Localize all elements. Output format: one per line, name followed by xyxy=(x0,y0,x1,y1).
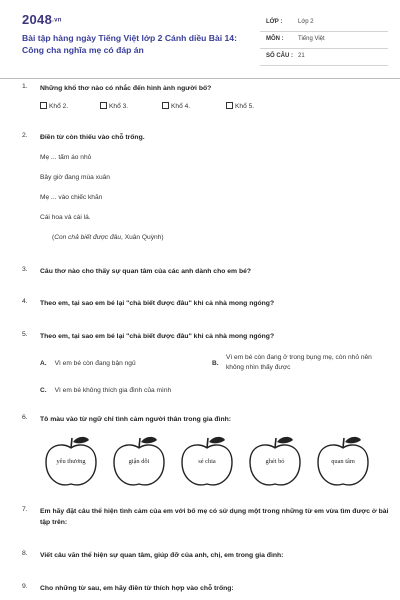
apple-word-row xyxy=(42,434,372,490)
answer-b-text[interactable]: Vì em bé còn đang ở trong bụng mẹ, còn nhỏ nên không nhìn thấy được xyxy=(226,354,372,371)
poem-source: (Con chả biết được đâu, Xuân Quỳnh) xyxy=(52,234,164,241)
meta-row-count xyxy=(260,49,388,66)
poem-line: Mẹ ... tấm áo nhỏ xyxy=(40,154,92,161)
option-khổ-3[interactable]: Khổ 3. xyxy=(100,102,128,110)
answer-a[interactable]: A. Vì em bé còn đang bận ngủ xyxy=(40,360,136,367)
meta-row-class xyxy=(260,15,388,32)
meta-key: LỚP : xyxy=(266,19,283,25)
site-logo[interactable]: 2048.vn xyxy=(22,12,62,27)
header-divider xyxy=(0,78,400,79)
header xyxy=(14,12,386,62)
checkbox-icon[interactable] xyxy=(226,102,233,109)
meta-table xyxy=(260,15,388,66)
option-khổ-2[interactable]: Khổ 2. xyxy=(40,102,68,110)
document-title: Bài tập hàng ngày Tiếng Việt lớp 2 Cánh diều Bài 14: Công cha nghĩa mẹ có đáp án xyxy=(22,33,237,55)
meta-row-subject xyxy=(260,32,388,49)
checkbox-icon[interactable] xyxy=(40,102,47,109)
meta-key: MÔN : xyxy=(266,36,284,42)
worksheet-page: 2048.vn Bài tập hàng ngày Tiếng Việt lớp 2 Cánh diều Bài 14: Công cha nghĩa mẹ có đáp án LỚP : Lớp 2 MÔN : Tiếng Việt SỐ CÂU : 21 1. Những khổ thơ nào có nhắc đến hình ảnh người bố? Khổ 2. Khổ 3. Khổ 4. Khổ 5. 2. Điền từ còn thiếu vào chỗ trống. Mẹ ... tấm áo nhỏ Bây giờ đang mùa xuân Mẹ ... vào chiếc khăn Cái hoa và cái lá. (Con chả biết được đâu, Xuân Quỳnh) 3. Câu thơ nào cho thấy sự quan tâm của các anh dành cho em bé? 4. Theo em, tại sao em bé lại "chả biết được đâu" khi cả nhà mong ngóng? 5. Theo em, tại sao em bé lại "chả biết được đâu" khi cả nhà mong ngóng? A. Vì em bé còn đang bận ngủ B. Vì em bé còn đang ở trong bụng mẹ, còn nhỏ nên không nhìn thấy được C. Vì em bé không thích gia đình của mình 6. Tô màu vào từ ngữ chỉ tình cảm người thân trong gia đình: yêu thương giận dỗi sẻ chia ghét bỏ quan tâm 7. Em hãy đặt câu thể hiện tình cảm của em với bố mẹ có sử dụng một trong những từ em vừa tìm được ở bài tập trên: 8. Viết câu văn thể hiện sự quan tâm, giúp đỡ của anh, chị, em trong gia đình: 9. Cho những từ sau, em hãy điền từ thích hợp vào chỗ trống: xyxy=(0,0,400,600)
checkbox-icon[interactable] xyxy=(162,102,169,109)
answer-b[interactable]: B. xyxy=(212,360,219,367)
apple-word[interactable]: quan tâm xyxy=(314,434,372,490)
poem-line: Cái hoa và cái lá. xyxy=(40,214,91,221)
meta-key: SỐ CÂU : xyxy=(266,53,293,59)
option-khổ-5[interactable]: Khổ 5. xyxy=(226,102,254,110)
option-khổ-4[interactable]: Khổ 4. xyxy=(162,102,190,110)
answer-c[interactable]: C. Vì em bé không thích gia đình của mình xyxy=(40,387,172,394)
apple-word[interactable]: yêu thương xyxy=(42,434,100,490)
poem-line: Bây giờ đang mùa xuân xyxy=(40,174,110,181)
apple-word[interactable]: giận dỗi xyxy=(110,434,168,490)
meta-value: 21 xyxy=(298,53,305,59)
meta-value: Lớp 2 xyxy=(298,19,314,25)
checkbox-icon[interactable] xyxy=(100,102,107,109)
meta-value: Tiếng Việt xyxy=(298,36,325,42)
poem-line: Mẹ ... vào chiếc khăn xyxy=(40,194,103,201)
apple-word[interactable]: sẻ chia xyxy=(178,434,236,490)
apple-word[interactable]: ghét bỏ xyxy=(246,434,304,490)
